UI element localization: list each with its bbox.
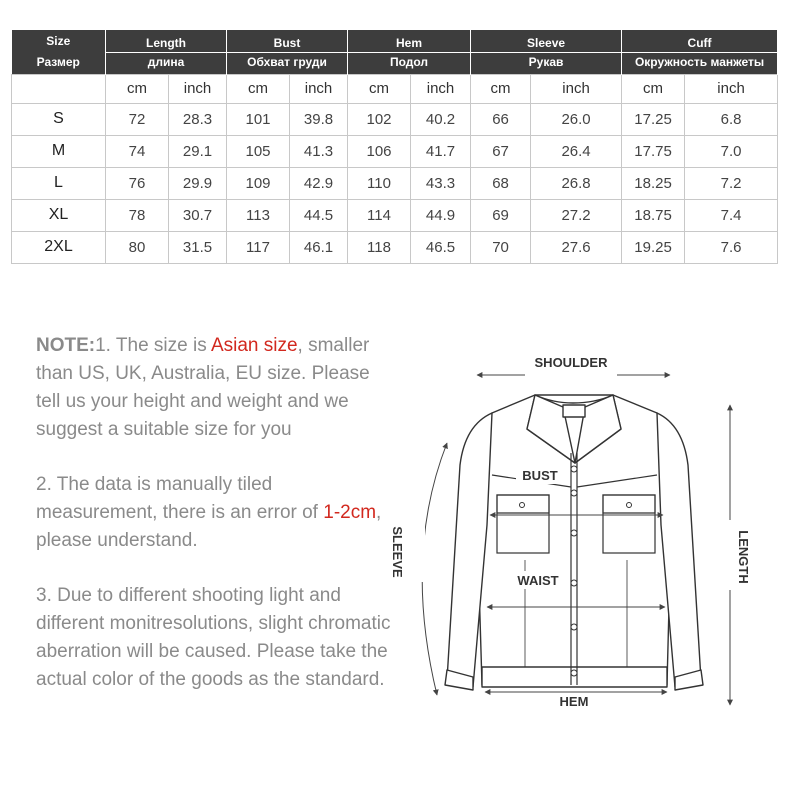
size-chart-table <box>11 30 778 264</box>
table-row <box>12 199 778 231</box>
table-row <box>12 103 778 135</box>
size-header-en: Size <box>46 34 71 49</box>
column-header-ru: Обхват груди <box>227 52 348 74</box>
value-cell: 7.4 <box>685 199 778 231</box>
value-cell: 76 <box>106 167 169 199</box>
value-cell: 29.9 <box>169 167 227 199</box>
unit-inch: inch <box>685 74 778 103</box>
column-header-hem: Hem <box>348 30 471 52</box>
note-paragraph-2 <box>36 471 396 555</box>
value-cell: 41.3 <box>290 135 348 167</box>
value-cell: 113 <box>227 199 290 231</box>
unit-cm: cm <box>227 74 290 103</box>
value-cell: 28.3 <box>169 103 227 135</box>
value-cell: 19.25 <box>622 231 685 263</box>
column-header-cuff: Cuff <box>622 30 778 52</box>
column-header-length: Length <box>106 30 227 52</box>
value-cell: 27.6 <box>531 231 622 263</box>
unit-blank <box>12 74 106 103</box>
unit-inch: inch <box>290 74 348 103</box>
unit-inch: inch <box>411 74 471 103</box>
value-cell: 6.8 <box>685 103 778 135</box>
length-label: LENGTH <box>736 530 751 584</box>
value-cell: 110 <box>348 167 411 199</box>
value-cell: 17.25 <box>622 103 685 135</box>
unit-cm: cm <box>106 74 169 103</box>
value-cell: 17.75 <box>622 135 685 167</box>
value-cell: 106 <box>348 135 411 167</box>
size-cell: XL <box>12 199 106 231</box>
size-cell: 2XL <box>12 231 106 263</box>
value-cell: 101 <box>227 103 290 135</box>
value-cell: 102 <box>348 103 411 135</box>
waist-label: WAIST <box>517 573 559 588</box>
value-cell: 26.0 <box>531 103 622 135</box>
value-cell: 109 <box>227 167 290 199</box>
hem-label: HEM <box>559 694 589 709</box>
note-prefix: NOTE: <box>36 335 96 356</box>
value-cell: 46.1 <box>290 231 348 263</box>
value-cell: 72 <box>106 103 169 135</box>
jacket-measurement-diagram <box>385 345 765 745</box>
value-cell: 27.2 <box>531 199 622 231</box>
column-header-ru: длина <box>106 52 227 74</box>
unit-inch: inch <box>169 74 227 103</box>
bust-label: BUST <box>522 468 558 483</box>
column-header-sleeve: Sleeve <box>471 30 622 52</box>
value-cell: 78 <box>106 199 169 231</box>
column-header-bust: Bust <box>227 30 348 52</box>
value-cell: 67 <box>471 135 531 167</box>
size-cell: L <box>12 167 106 199</box>
value-cell: 42.9 <box>290 167 348 199</box>
value-cell: 118 <box>348 231 411 263</box>
note-1-text-a: 1. The size is <box>95 335 211 356</box>
size-cell: S <box>12 103 106 135</box>
value-cell: 43.3 <box>411 167 471 199</box>
value-cell: 74 <box>106 135 169 167</box>
value-cell: 18.25 <box>622 167 685 199</box>
value-cell: 114 <box>348 199 411 231</box>
value-cell: 66 <box>471 103 531 135</box>
shoulder-label: SHOULDER <box>534 355 608 370</box>
column-header-ru: Рукав <box>471 52 622 74</box>
value-cell: 18.75 <box>622 199 685 231</box>
note-1-text-b: , smaller than US, UK, Australia, EU size. Please tell us your height and weight and we suggest a suitable size for you <box>36 335 370 440</box>
size-cell: M <box>12 135 106 167</box>
value-cell: 46.5 <box>411 231 471 263</box>
table-row <box>12 231 778 263</box>
note-3-text: 3. Due to different shooting light and different monitresolutions, slight chromatic aberration will be caused. Please take the actual color of the goods as the standard. <box>36 585 391 690</box>
value-cell: 7.0 <box>685 135 778 167</box>
table-row <box>12 135 778 167</box>
value-cell: 68 <box>471 167 531 199</box>
value-cell: 70 <box>471 231 531 263</box>
table-row <box>12 167 778 199</box>
unit-cm: cm <box>622 74 685 103</box>
value-cell: 31.5 <box>169 231 227 263</box>
size-header-ru: Размер <box>36 55 80 70</box>
sleeve-label: SLEEVE <box>390 526 405 578</box>
unit-cm: cm <box>471 74 531 103</box>
value-cell: 69 <box>471 199 531 231</box>
asian-size-highlight: Asian size <box>210 335 298 356</box>
value-cell: 26.4 <box>531 135 622 167</box>
value-cell: 44.5 <box>290 199 348 231</box>
value-cell: 39.8 <box>290 103 348 135</box>
size-note <box>36 332 396 721</box>
error-range-highlight: 1-2cm <box>323 502 377 523</box>
column-header-ru: Подол <box>348 52 471 74</box>
size-header <box>12 30 106 74</box>
jacket-outline <box>445 395 703 690</box>
value-cell: 7.6 <box>685 231 778 263</box>
value-cell: 117 <box>227 231 290 263</box>
note-2-text-a: 2. The data is manually tiled measurement, there is an error of <box>36 474 324 523</box>
value-cell: 105 <box>227 135 290 167</box>
value-cell: 26.8 <box>531 167 622 199</box>
value-cell: 80 <box>106 231 169 263</box>
note-paragraph-3 <box>36 582 396 694</box>
unit-inch: inch <box>531 74 622 103</box>
value-cell: 44.9 <box>411 199 471 231</box>
value-cell: 29.1 <box>169 135 227 167</box>
unit-cm: cm <box>348 74 411 103</box>
sleeve-arrow <box>422 443 447 695</box>
note-paragraph-1 <box>36 332 396 444</box>
value-cell: 41.7 <box>411 135 471 167</box>
value-cell: 40.2 <box>411 103 471 135</box>
value-cell: 30.7 <box>169 199 227 231</box>
column-header-ru: Окружность манжеты <box>622 52 778 74</box>
value-cell: 7.2 <box>685 167 778 199</box>
note-2-text-b: , please understand. <box>36 502 382 551</box>
